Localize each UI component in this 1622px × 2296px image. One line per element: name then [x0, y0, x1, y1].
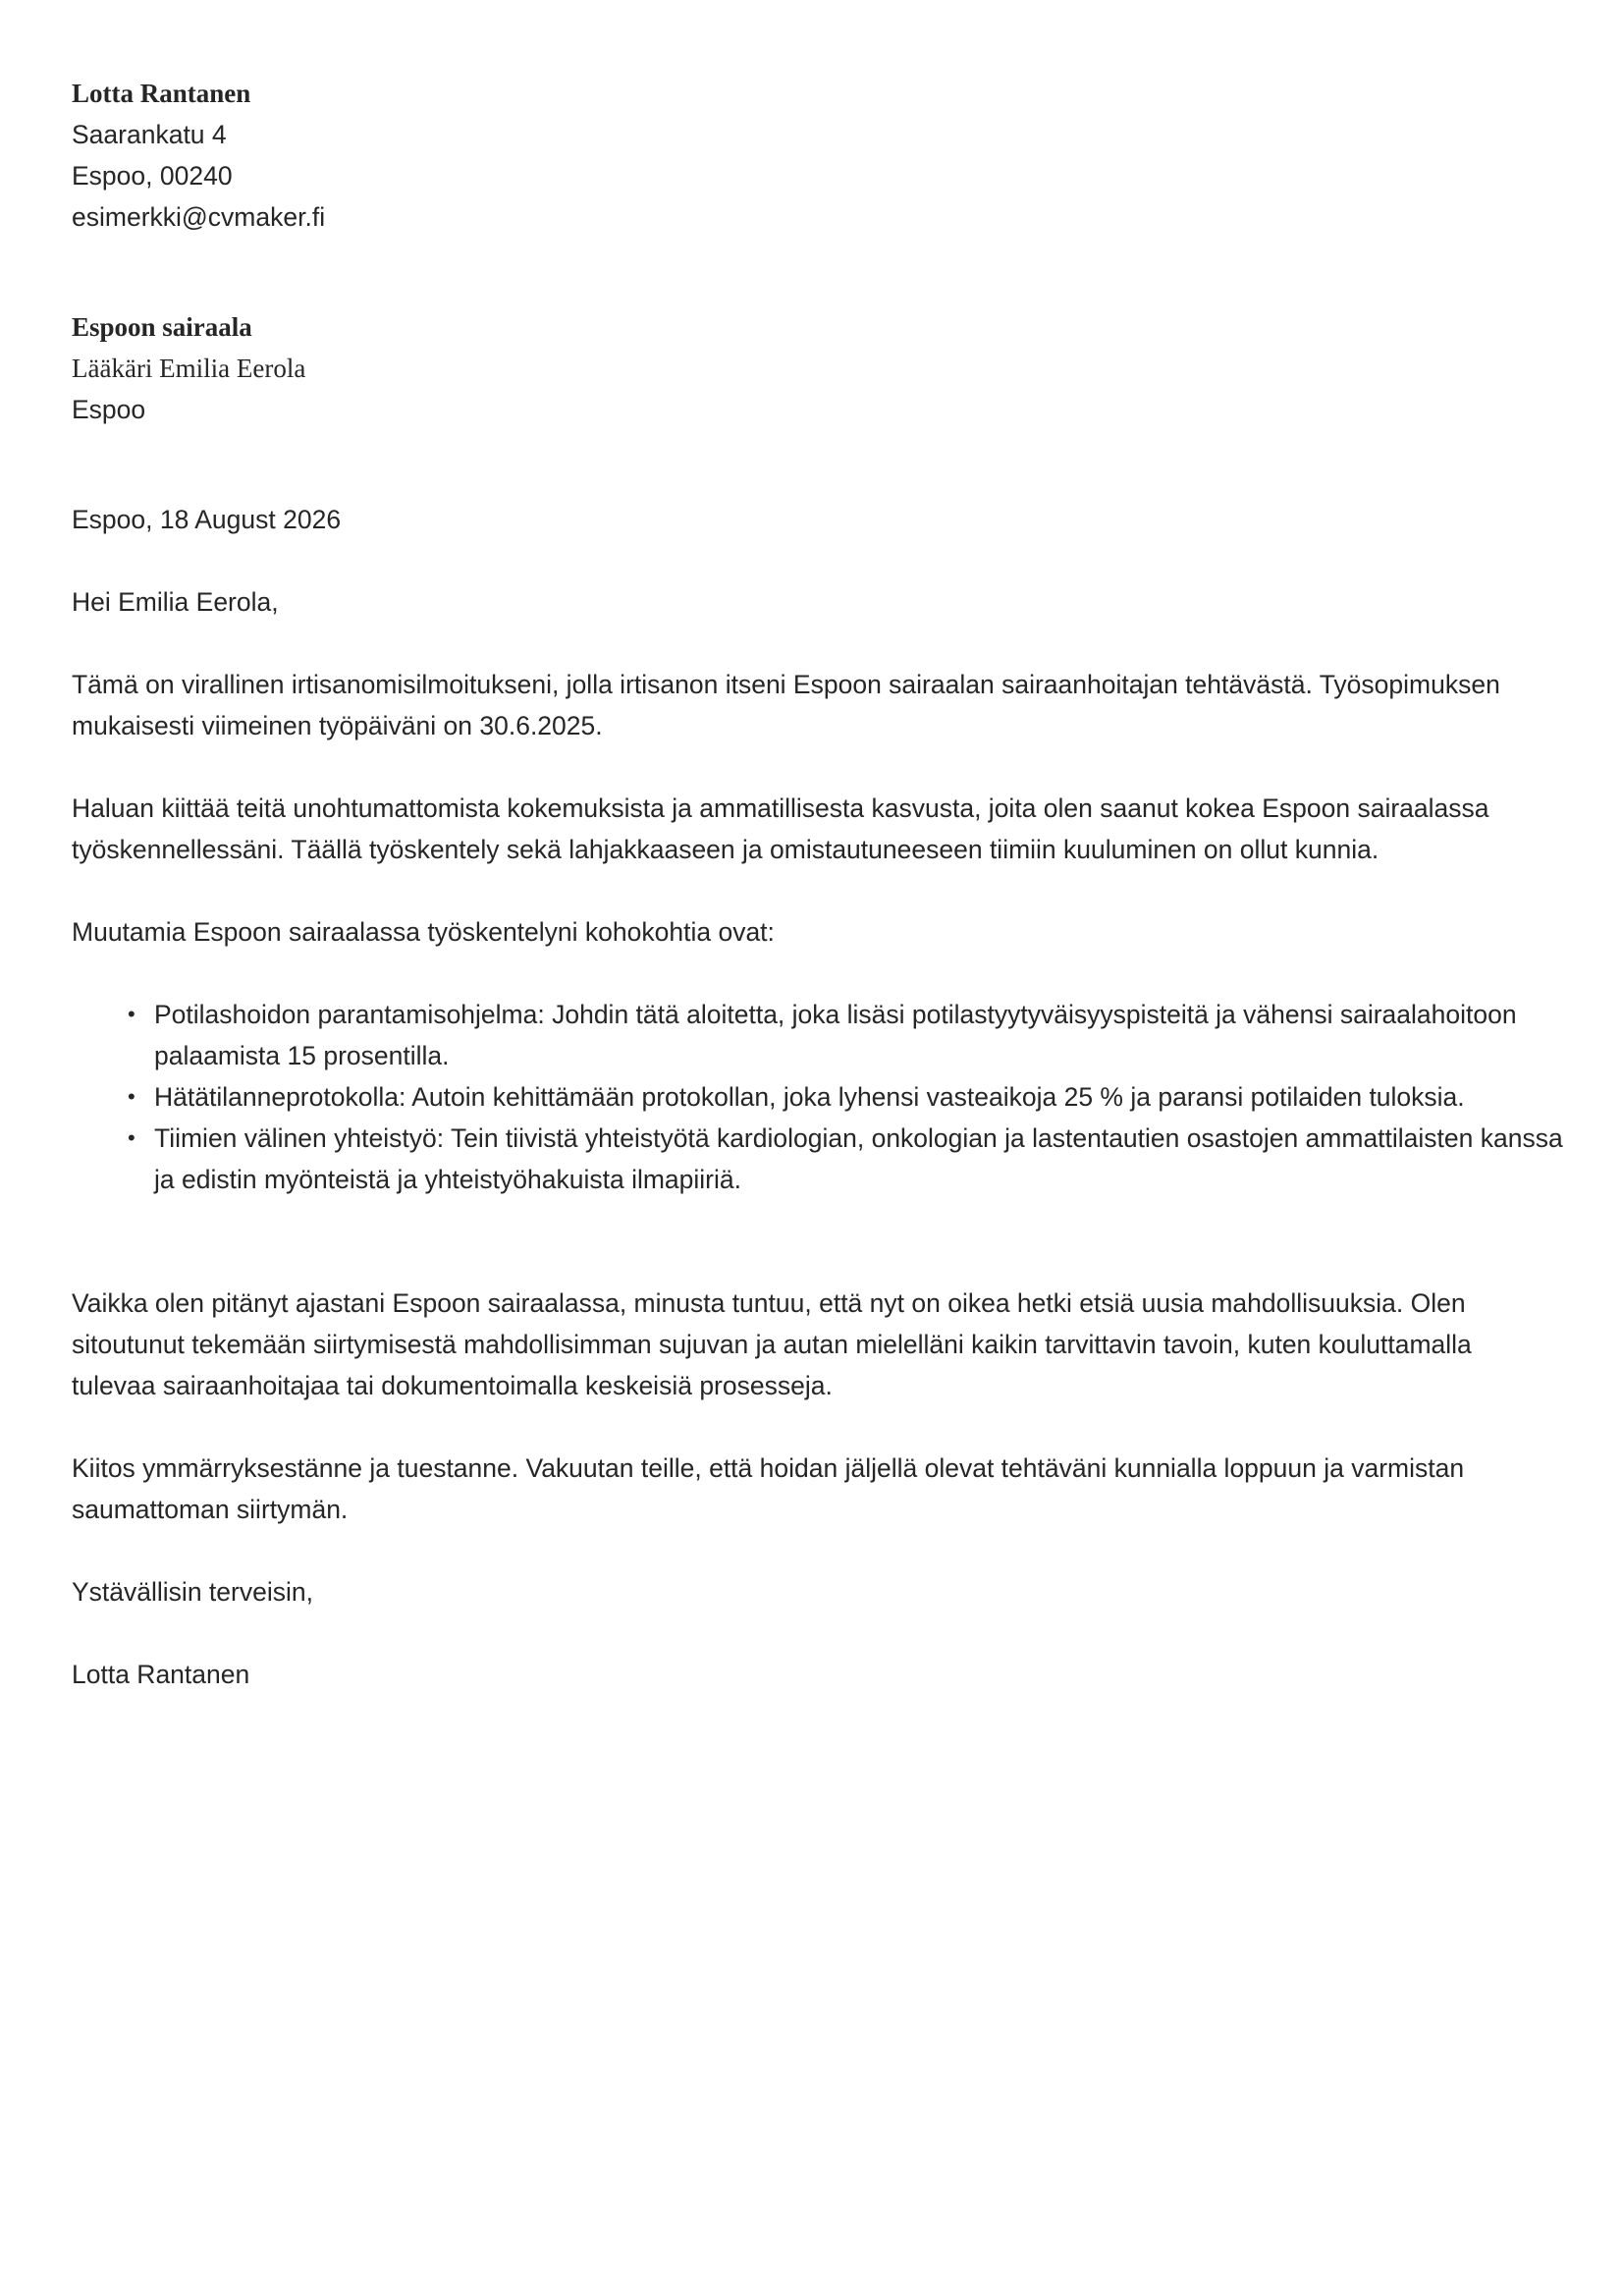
paragraph-thanks: Haluan kiittää teitä unohtumattomista kokemuksista ja ammatillisesta kasvusta, joita olen saanut kokea Espoon sairaalassa työskennellessäni. Täällä työskentely sekä lahjakkaaseen ja omistautuneeseen tiimiin kuuluminen on ollut kunnia. — [72, 793, 1489, 864]
list-item — [128, 994, 1568, 1076]
sender-email: esimerkki@cvmaker.fi — [72, 202, 326, 232]
letter-page — [72, 73, 1563, 1736]
sender-street: Saarankatu 4 — [72, 120, 227, 149]
list-item — [128, 1118, 1568, 1200]
highlights-list — [72, 994, 1568, 1200]
sender-city-zip: Espoo, 00240 — [72, 161, 233, 191]
sender-block — [72, 73, 1515, 238]
list-item-text: Tiimien välinen yhteistyö: Tein tiivistä yhteistyötä kardiologian, onkologian ja lastentautien osastojen ammattilaisten kanssa ja edistin myönteistä ja yhteistyöhakuista ilmapiiriä. — [154, 1123, 1563, 1194]
date-line: Espoo, 18 August 2026 — [72, 505, 342, 534]
paragraph-notice: Tämä on virallinen irtisanomisilmoitukseni, jolla irtisanon itseni Espoon sairaalan sairaanhoitajan tehtävästä. Työsopimuksen mukaisesti viimeinen työpäiväni on 30.6.2025. — [72, 670, 1500, 740]
list-item — [128, 1076, 1568, 1118]
bullet-icon: • — [128, 1002, 135, 1026]
bullet-icon: • — [128, 1084, 135, 1109]
recipient-city: Espoo — [72, 395, 146, 424]
closing-line: Ystävällisin terveisin, — [72, 1577, 313, 1607]
paragraph-transition: Vaikka olen pitänyt ajastani Espoon sairaalassa, minusta tuntuu, että nyt on oikea hetki etsiä uusia mahdollisuuksia. Olen sitoutunut tekemään siirtymisestä mahdollisimman sujuvan ja autan mielelläni kaikin tarvittavin tavoin, kuten kouluttamalla tulevaa sairaanhoitajaa tai dokumentoimalla keskeisiä prosesseja. — [72, 1288, 1472, 1400]
signature: Lotta Rantanen — [72, 1660, 250, 1689]
list-item-text: Hätätilanneprotokolla: Autoin kehittämään protokollan, joka lyhensi vasteaikoja 25 % ja paransi potilaiden tuloksia. — [154, 1082, 1465, 1112]
greeting: Hei Emilia Eerola, — [72, 587, 279, 617]
paragraph-gratitude: Kiitos ymmärryksestänne ja tuestanne. Vakuutan teille, että hoidan jäljellä olevat tehtäväni kunnialla loppuun ja varmistan saumattoman siirtymän. — [72, 1453, 1465, 1524]
recipient-block — [72, 306, 1515, 430]
list-item-text: Potilashoidon parantamisohjelma: Johdin tätä aloitetta, joka lisäsi potilastyytyväisyyspisteitä ja vähensi sairaalahoitoon palaamista 15 prosentilla. — [154, 1000, 1517, 1070]
recipient-organization: Espoon sairaala — [72, 312, 252, 342]
paragraph-list-intro: Muutamia Espoon sairaalassa työskentelyni kohokohtia ovat: — [72, 917, 775, 947]
sender-name: Lotta Rantanen — [72, 79, 251, 108]
bullet-icon: • — [128, 1125, 135, 1150]
recipient-contact: Lääkäri Emilia Eerola — [72, 354, 306, 383]
